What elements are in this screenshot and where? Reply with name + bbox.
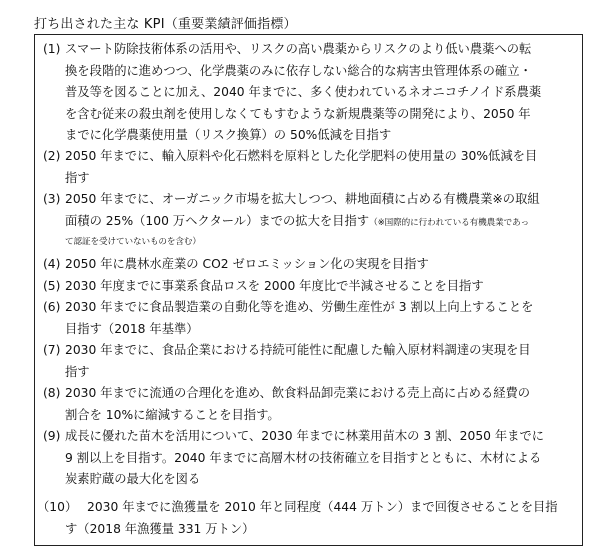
item-line: 2050 年に農林水産業の CO2 ゼロエミッション化の実現を目指す bbox=[65, 257, 429, 271]
item-line: 換を段階的に進めつつ、化学農薬のみに依存しない総合的な病害虫管理体系の確立・ bbox=[65, 63, 532, 78]
item-line: 2030 年までに漁獲量を 2010 年と同程度（444 万トン）まで回復させることを目指 bbox=[87, 500, 558, 514]
item-number: （10） bbox=[37, 500, 78, 514]
item-number: (6) bbox=[43, 300, 61, 314]
item-line: 指す bbox=[65, 364, 90, 379]
kpi-list-box bbox=[34, 34, 583, 546]
item-line: 2050 年までに、輸入原料や化石燃料を原料とした化学肥料の使用量の 30%低減を目 bbox=[65, 149, 538, 163]
item-number: (5) bbox=[43, 278, 61, 293]
item-number: (2) bbox=[43, 149, 61, 163]
item-line: 2050 年までに、オーガニック市場を拡大しつつ、耕地面積に占める有機農業※の取組 bbox=[65, 192, 540, 206]
item-line: 炭素貯蔵の最大化を図る bbox=[65, 472, 201, 486]
item-number: (1) bbox=[43, 42, 61, 56]
item-line: 成長に優れた苗木を活用について、2030 年までに林業用苗木の 3 割、2050 年までに bbox=[65, 429, 545, 443]
item-line bbox=[65, 211, 529, 235]
item-line: 指す bbox=[65, 170, 90, 185]
item-line-text: 面積の 25%（100 万ヘクタール）までの拡大を目指す bbox=[65, 213, 370, 228]
item-line: 2030 年までに流通の合理化を進め、飲食料品卸売業における売上高に占める経費の bbox=[65, 386, 531, 400]
item-line: スマート防除技術体系の活用や、リスクの高い農薬からリスクのより低い農薬への転 bbox=[65, 42, 532, 56]
item-number: (3) bbox=[43, 192, 61, 206]
item-note: （※国際的に行われている有機農業であっ bbox=[369, 217, 529, 228]
item-line: 9 割以上を目指す。2040 年までに高層木材の技術確立を目指すとともに、木材による bbox=[65, 450, 542, 465]
item-line: 2030 年までに、食品企業における持続可能性に配慮した輸入原材料調達の実現を目 bbox=[65, 343, 531, 357]
item-line: 割合を 10%に縮減することを目指す。 bbox=[65, 407, 280, 422]
item-line: を含む従来の殺虫剤を使用しなくてもすむような新規農薬等の開発により、2050 年 bbox=[65, 106, 531, 121]
item-line: 目指す（2018 年基準） bbox=[65, 321, 199, 336]
item-number: (4) bbox=[43, 257, 61, 271]
item-line: 2030 年度までに事業系食品ロスを 2000 年度比で半減させることを目指す bbox=[65, 278, 484, 293]
item-number: (9) bbox=[43, 429, 61, 443]
item-number: (8) bbox=[43, 386, 61, 400]
item-number: (7) bbox=[43, 343, 61, 357]
item-line: 2030 年までに食品製造業の自動化等を進め、労働生産性が 3 割以上向上することを bbox=[65, 300, 534, 314]
item-line: 普及等を図ることに加え、2040 年までに、多く使われているネオニコチノイド系農薬 bbox=[65, 85, 542, 99]
item-line: までに化学農薬使用量（リスク換算）の 50%低減を目指す bbox=[65, 128, 392, 142]
page-title: 打ち出された主な KPI（重要業績評価指標） bbox=[34, 17, 297, 32]
item-note-continuation: て認証を受けていないものを含む） bbox=[65, 237, 201, 247]
item-line: す（2018 年漁獲量 331 万トン） bbox=[65, 521, 255, 536]
